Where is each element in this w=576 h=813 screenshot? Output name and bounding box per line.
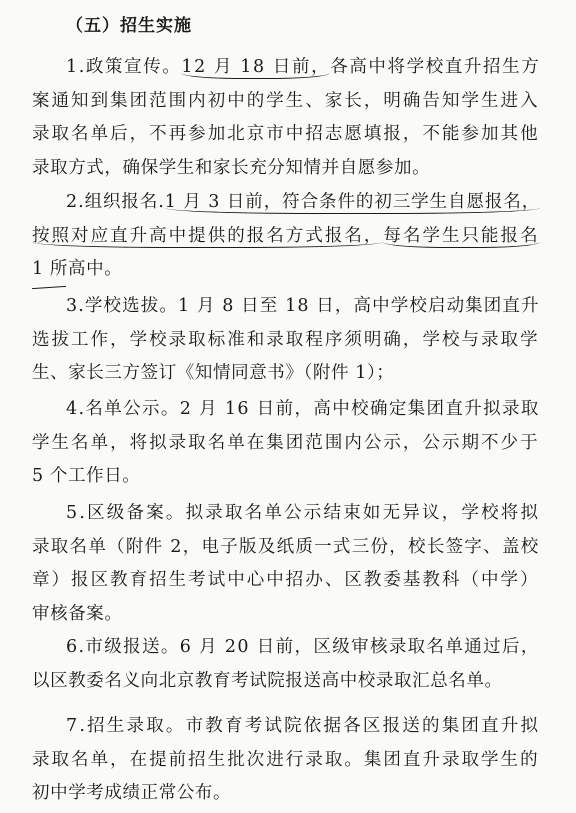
text-line <box>32 430 540 456</box>
text-segment: 2.组织报名. <box>66 192 165 212</box>
section-title: （五）招生实施 <box>66 16 192 36</box>
text-line <box>32 155 430 181</box>
text-line <box>32 121 540 147</box>
text-segment: 5 个工作日。 <box>32 466 141 486</box>
text-segment: 选拔工作，学校录取标准和录取程序须明确，学校与录取学 <box>32 329 540 350</box>
text-line <box>66 634 540 660</box>
text-line <box>66 189 540 215</box>
text-segment: 1.政策宣传。 <box>66 57 182 77</box>
text-segment: 以区教委名义向北京教育考试院报送高中校录取汇总名单。 <box>32 670 503 691</box>
text-line <box>32 256 122 282</box>
text-segment: 学生名单，将拟录取名单在集团范围内公示，公示期不少于 <box>32 432 540 453</box>
text-line <box>66 396 540 422</box>
text-line <box>32 360 394 386</box>
text-segment: 7.招生录取。市教育考试院依据各区报送的集团直升拟 <box>66 716 541 736</box>
text-segment: 录取方式，确保学生和家长充分知情并自愿参加。 <box>32 157 431 178</box>
text-line <box>32 534 540 560</box>
underlined-text: 按照对应直升高中提供的报名方式报名， <box>32 225 384 246</box>
text-line <box>32 223 540 249</box>
text-line <box>32 88 540 114</box>
underlined-text: 12 月 18 日前， <box>181 57 331 77</box>
text-segment: 3.学校选拔。1 月 8 日至 18 日，高中学校启动集团直升 <box>66 296 540 316</box>
handwritten-stroke <box>32 286 66 289</box>
text-line <box>32 567 540 593</box>
text-segment: 章）报区教育招生考试中心中招办、区教委基教科（中学） <box>32 570 540 590</box>
text-line <box>32 463 140 489</box>
underlined-text: 1 月 3 日前，符合条件的初三学生自愿报名， <box>164 192 541 212</box>
text-line <box>32 327 540 353</box>
text-segment: 初中学考成绩正常公布。 <box>32 783 232 803</box>
text-segment: 审核备案。 <box>32 603 123 624</box>
text-segment: 5.区级备案。拟录取名单公示结束如无异议，学校将拟 <box>66 503 541 523</box>
text-segment: 案通知到集团范围内初中的学生、家长，明确告知学生进入 <box>32 90 540 111</box>
text-line <box>66 54 540 80</box>
text-segment: 4.名单公示。2 月 16 日前，高中校确定集团直升拟录取 <box>66 399 540 419</box>
text-segment: 各高中将学校直升招生方 <box>330 57 541 77</box>
text-line <box>32 780 231 806</box>
underlined-text: 每名学生只能报名 <box>383 225 540 246</box>
text-segment: 生、家长三方签订《知情同意书》（附件 1）； <box>32 363 395 383</box>
text-segment: 6.市级报送。6 月 20 日前，区级审核录取名单通过后， <box>66 637 540 657</box>
text-line <box>32 601 123 627</box>
text-line <box>66 500 540 526</box>
text-segment: 录取名单后，不再参加北京市中招志愿填报，不能参加其他 <box>32 124 540 144</box>
text-line <box>32 668 503 694</box>
text-line <box>66 713 540 739</box>
text-segment: 录取名单（附件 2，电子版及纸质一式三份，校长签字、盖校 <box>32 536 540 557</box>
text-line <box>32 747 540 773</box>
text-line <box>66 293 540 319</box>
text-segment: 1 所高中。 <box>32 259 123 279</box>
text-segment: 录取名单，在提前招生批次进行录取。集团直升录取学生的 <box>32 749 540 770</box>
